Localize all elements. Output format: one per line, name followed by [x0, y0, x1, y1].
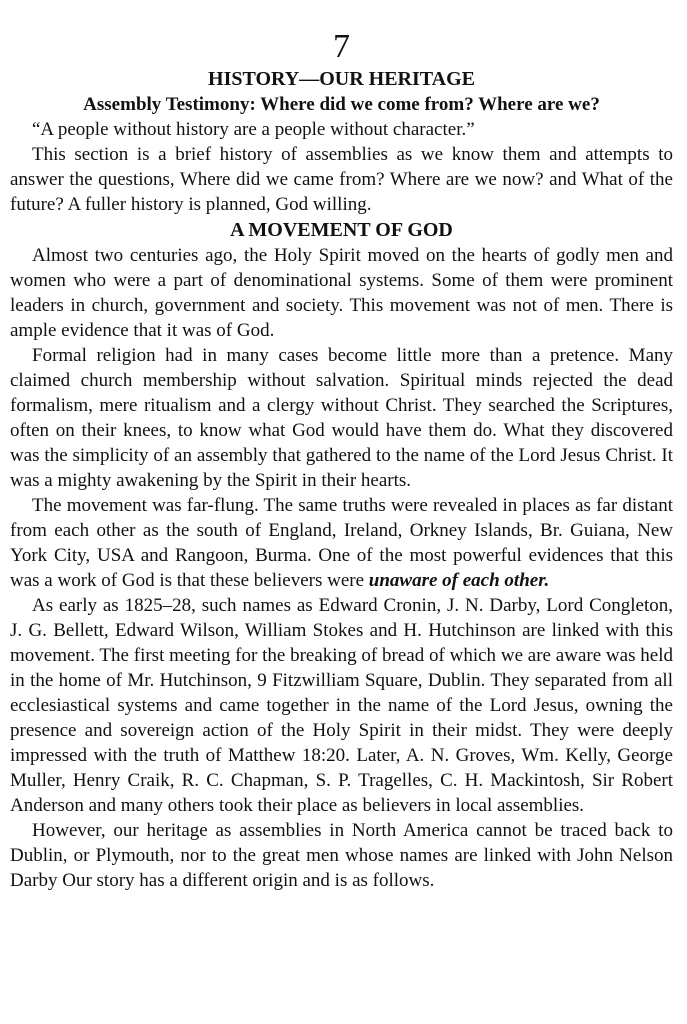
- paragraph-3-emphasis: unaware of each other.: [368, 570, 550, 591]
- section-heading: A MOVEMENT OF GOD: [230, 219, 453, 241]
- intro-paragraph: This section is a brief history of assemblies as we know them and attempts to answer the questions, Where did we came from? Where are we now? and What of the future? A fuller history is planned, God willing.: [10, 144, 673, 215]
- chapter-number: 7: [333, 28, 350, 65]
- book-page: [10, 28, 673, 893]
- paragraph-5: However, our heritage as assemblies in North America cannot be traced back to Dublin, or Plymouth, nor to the great men whose names are linked with John Nelson Darby Our story has a different origin and is as follows.: [10, 820, 673, 891]
- chapter-subtitle: Assembly Testimony: Where did we come from? Where are we?: [83, 94, 600, 115]
- paragraph-1: Almost two centuries ago, the Holy Spirit moved on the hearts of godly men and women who were a part of denominational systems. Some of them were prominent leaders in church, government and society. This movement was not of men. There is ample evidence that it was of God.: [10, 245, 673, 341]
- paragraph-4: As early as 1825–28, such names as Edward Cronin, J. N. Darby, Lord Congleton, J. G. Bellett, Edward Wilson, William Stokes and H. Hutchinson are linked with this movement. The first meeting for the breaking of bread of which we are aware was held in the home of Mr. Hutchinson, 9 Fitzwilliam Square, Dublin. They separated from all ecclesiastical systems and came together in the name of the Lord Jesus, owning the presence and sovereign action of the Holy Spirit in their midst. They were deeply impressed with the truth of Matthew 18:20. Later, A. N. Groves, Wm. Kelly, George Muller, Henry Craik, R. C. Chapman, S. P. Tragelles, C. H. Mackintosh, Sir Robert Anderson and many others took their place as believers in local assemblies.: [10, 595, 673, 816]
- chapter-title: HISTORY—OUR HERITAGE: [208, 68, 475, 90]
- paragraph-3-text: The movement was far-flung. The same truths were revealed in places as far distant from each other as the south of England, Ireland, Orkney Islands, Br. Guiana, New York City, USA and Rangoon, Burma. One of the most powerful evidences that this was a work of God is that these believers were: [10, 495, 673, 591]
- intro-quote: “A people without history are a people without character.”: [32, 119, 475, 140]
- paragraph-3: [10, 493, 673, 593]
- paragraph-2: Formal religion had in many cases become little more than a pretence. Many claimed church membership without salvation. Spiritual minds rejected the dead formalism, mere ritualism and a clergy without Christ. They searched the Scriptures, often on their knees, to know what God would have them do. What they discovered was the simplicity of an assembly that gathered to the name of the Lord Jesus Christ. It was a mighty awakening by the Spirit in their hearts.: [10, 345, 673, 491]
